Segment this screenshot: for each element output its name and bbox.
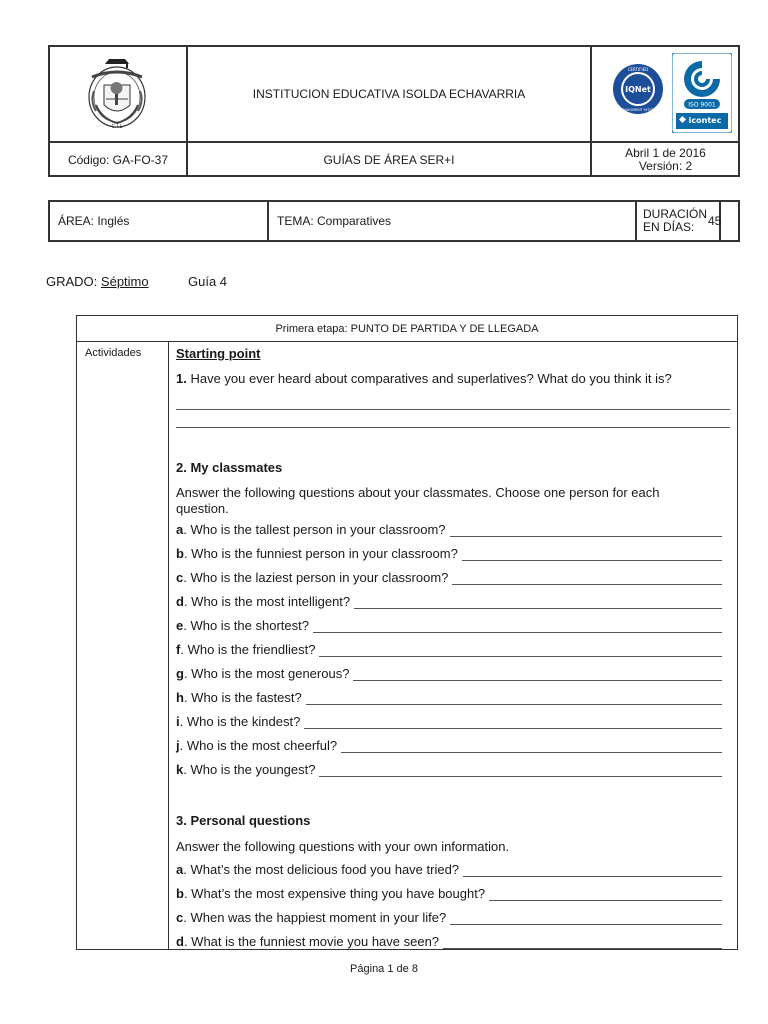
question-text: . Who is the fastest? — [183, 690, 302, 705]
answer-line[interactable] — [176, 427, 730, 428]
iso-text: ISO 9001 — [688, 101, 716, 109]
section2-question-a — [176, 522, 722, 537]
answer-line[interactable] — [306, 693, 722, 705]
question-text: . Who is the friendliest? — [180, 642, 316, 657]
starting-point-heading: Starting point — [176, 346, 261, 361]
question-1-text: Have you ever heard about comparatives and superlatives? What do you think it is? — [190, 371, 672, 386]
page-number: Página 1 de 8 — [350, 963, 418, 975]
grado-value: Séptimo — [100, 274, 149, 289]
section2-question-f — [176, 642, 722, 657]
document-header-table — [48, 45, 740, 177]
date-version-cell — [592, 143, 740, 177]
section-3-instruction: Answer the following questions with your own information. — [176, 839, 510, 854]
answer-line[interactable] — [450, 913, 722, 925]
area-info-table — [48, 200, 740, 242]
duration-label-2: EN DÍAS: — [643, 220, 695, 234]
question-text: . Who is the most generous? — [183, 666, 350, 681]
guide-title: GUÍAS DE ÁREA SER+I — [188, 143, 592, 177]
iqnet-ring-bottom: MANAGEMENT SYSTEM — [619, 108, 657, 112]
answer-line[interactable] — [452, 573, 722, 585]
question-letter: b — [176, 886, 184, 901]
question-text: . What’s the most expensive thing you have bought? — [183, 886, 486, 901]
section2-question-j — [176, 738, 722, 753]
question-letter: e — [176, 618, 184, 633]
question-text: . Who is the shortest? — [183, 618, 309, 633]
question-text: . Who is the tallest person in your classroom? — [183, 522, 446, 537]
section2-question-b — [176, 546, 722, 561]
certification-logos — [592, 47, 740, 143]
answer-line[interactable] — [443, 937, 722, 949]
answer-line[interactable] — [462, 549, 722, 561]
guia-number: Guía 4 — [188, 274, 228, 289]
tema-cell: TEMA: Comparatives — [269, 202, 637, 240]
question-1 — [176, 371, 672, 386]
question-text: . Who is the laziest person in your classroom? — [183, 570, 449, 585]
section3-question-c — [176, 910, 722, 925]
svg-text:C.I.L: C.I.L — [111, 124, 123, 130]
answer-line[interactable] — [489, 889, 722, 901]
question-text: . What is the funniest movie you have seen? — [183, 934, 440, 949]
answer-line[interactable] — [176, 409, 730, 410]
grado-line — [46, 274, 149, 289]
logo-cell — [50, 47, 188, 143]
icontec-iso-9001-icon — [672, 53, 732, 133]
activity-table — [76, 315, 738, 950]
section-2-instruction-cont: question. — [176, 501, 229, 516]
question-text: . Who is the funniest person in your classroom? — [183, 546, 458, 561]
iqnet-ring-top: CERTIFIED — [627, 67, 649, 72]
section3-question-a — [176, 862, 722, 877]
document-code: Código: GA-FO-37 — [50, 143, 188, 177]
document-date: Abril 1 de 2016 — [625, 146, 706, 160]
question-letter: j — [176, 738, 180, 753]
answer-line[interactable] — [354, 597, 722, 609]
question-1-number: 1. — [176, 371, 187, 386]
section-3-title: 3. Personal questions — [176, 813, 311, 828]
duration-label-1: DURACIÓN — [643, 207, 708, 221]
section2-question-i — [176, 714, 722, 729]
section-2-instruction: Answer the following questions about your classmates. Choose one person for each — [176, 485, 660, 500]
question-letter: a — [176, 862, 184, 877]
school-crest-icon — [82, 55, 152, 131]
icontec-text: icontec — [688, 116, 722, 125]
answer-line[interactable] — [463, 865, 722, 877]
section2-question-h — [176, 690, 722, 705]
section2-question-e — [176, 618, 722, 633]
question-letter: f — [176, 642, 181, 657]
section3-question-d — [176, 934, 722, 949]
answer-line[interactable] — [341, 741, 722, 753]
duration-value-cell — [700, 202, 740, 240]
question-letter: g — [176, 666, 184, 681]
question-letter: k — [176, 762, 184, 777]
institution-name: INSTITUCION EDUCATIVA ISOLDA ECHAVARRIA — [188, 47, 592, 143]
question-text: . Who is the most intelligent? — [183, 594, 351, 609]
iqnet-certified-icon — [612, 63, 664, 115]
question-letter: h — [176, 690, 184, 705]
section-2-title: 2. My classmates — [176, 460, 283, 475]
duration-value: 45 — [708, 214, 722, 228]
question-text: . What’s the most delicious food you have tried? — [183, 862, 460, 877]
question-letter: d — [176, 934, 184, 949]
question-text: . Who is the most cheerful? — [179, 738, 338, 753]
area-cell: ÁREA: Inglés — [50, 202, 269, 240]
answer-line[interactable] — [319, 645, 722, 657]
activities-label: Actividades — [77, 342, 169, 949]
answer-line[interactable] — [313, 621, 722, 633]
answer-line[interactable] — [353, 669, 722, 681]
section3-question-b — [176, 886, 722, 901]
answer-line[interactable] — [450, 525, 722, 537]
section2-question-k — [176, 762, 722, 777]
question-letter: b — [176, 546, 184, 561]
question-text: . Who is the kindest? — [179, 714, 301, 729]
grado-label: GRADO: — [46, 274, 98, 289]
section2-question-c — [176, 570, 722, 585]
question-letter: d — [176, 594, 184, 609]
question-letter: a — [176, 522, 184, 537]
section2-question-d — [176, 594, 722, 609]
question-text: . When was the happiest moment in your life? — [183, 910, 447, 925]
question-letter: i — [176, 714, 180, 729]
answer-line[interactable] — [304, 717, 722, 729]
question-letter: c — [176, 910, 184, 925]
question-letter: c — [176, 570, 184, 585]
section2-question-g — [176, 666, 722, 681]
answer-line[interactable] — [319, 765, 722, 777]
iqnet-text: IQNet — [625, 85, 651, 94]
document-version: Versión: 2 — [638, 159, 693, 173]
question-text: . Who is the youngest? — [183, 762, 316, 777]
etapa-title: Primera etapa: PUNTO DE PARTIDA Y DE LLEGADA — [77, 316, 737, 342]
